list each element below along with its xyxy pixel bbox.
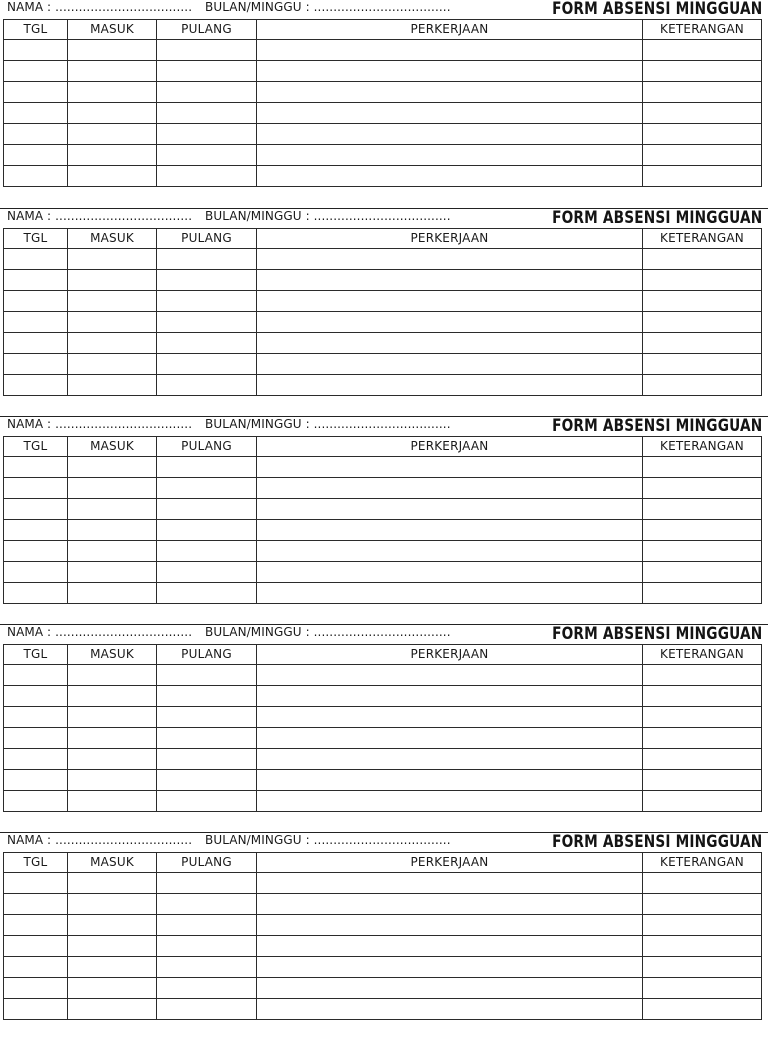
tgl-cell[interactable] [4,791,68,812]
table-row [4,124,762,145]
masuk-cell[interactable] [68,541,157,562]
tgl-cell[interactable] [4,957,68,978]
form-title: FORM ABSENSI MINGGUAN [551,624,762,643]
column-header-masuk: MASUK [68,229,157,249]
tgl-cell[interactable] [4,728,68,749]
keterangan-cell[interactable] [643,665,762,686]
column-header-tgl: TGL [4,20,68,40]
masuk-cell[interactable] [68,999,157,1020]
keterangan-cell[interactable] [643,770,762,791]
masuk-cell[interactable] [68,665,157,686]
table-row [4,312,762,333]
keterangan-cell[interactable] [643,707,762,728]
perkerjaan-cell[interactable] [257,957,643,978]
pulang-cell[interactable] [157,520,257,541]
keterangan-cell[interactable] [643,375,762,396]
attendance-table [3,228,762,396]
pulang-cell[interactable] [157,478,257,499]
keterangan-cell[interactable] [643,457,762,478]
form-title: FORM ABSENSI MINGGUAN [551,0,762,18]
tgl-cell[interactable] [4,333,68,354]
column-header-perkerjaan: PERKERJAAN [257,853,643,873]
tgl-cell[interactable] [4,270,68,291]
masuk-cell[interactable] [68,707,157,728]
form-title: FORM ABSENSI MINGGUAN [551,416,762,435]
keterangan-cell[interactable] [643,749,762,770]
tgl-cell[interactable] [4,40,68,61]
perkerjaan-cell[interactable] [257,375,643,396]
attendance-table [3,436,762,604]
table-row [4,915,762,936]
masuk-cell[interactable] [68,770,157,791]
masuk-cell[interactable] [68,333,157,354]
nama-field-label: NAMA : ................................... [7,0,193,14]
table-row [4,499,762,520]
masuk-cell[interactable] [68,478,157,499]
keterangan-cell[interactable] [643,103,762,124]
table-row [4,333,762,354]
perkerjaan-cell[interactable] [257,873,643,894]
keterangan-cell[interactable] [643,999,762,1020]
table-row [4,728,762,749]
form-header [0,625,768,644]
pulang-cell[interactable] [157,82,257,103]
table-row [4,270,762,291]
perkerjaan-cell[interactable] [257,61,643,82]
pulang-cell[interactable] [157,957,257,978]
column-header-keterangan: KETERANGAN [643,437,762,457]
keterangan-cell[interactable] [643,894,762,915]
table-row [4,583,762,604]
tgl-cell[interactable] [4,145,68,166]
perkerjaan-cell[interactable] [257,354,643,375]
column-header-masuk: MASUK [68,853,157,873]
keterangan-cell[interactable] [643,791,762,812]
table-row [4,82,762,103]
table-row [4,873,762,894]
bulan-minggu-field-label: BULAN/MINGGU : ................................... [205,209,451,223]
form-title: FORM ABSENSI MINGGUAN [551,208,762,227]
keterangan-cell[interactable] [643,957,762,978]
column-header-pulang: PULANG [157,645,257,665]
table-row [4,999,762,1020]
nama-field-label: NAMA : ................................... [7,625,193,639]
tgl-cell[interactable] [4,749,68,770]
pulang-cell[interactable] [157,894,257,915]
pulang-cell[interactable] [157,354,257,375]
pulang-cell[interactable] [157,375,257,396]
table-row [4,520,762,541]
tgl-cell[interactable] [4,103,68,124]
masuk-cell[interactable] [68,249,157,270]
pulang-cell[interactable] [157,270,257,291]
column-header-pulang: PULANG [157,437,257,457]
tgl-cell[interactable] [4,82,68,103]
masuk-cell[interactable] [68,82,157,103]
attendance-table [3,852,762,1020]
perkerjaan-cell[interactable] [257,249,643,270]
column-header-keterangan: KETERANGAN [643,645,762,665]
attendance-form [0,416,768,625]
pulang-cell[interactable] [157,936,257,957]
table-row [4,936,762,957]
masuk-cell[interactable] [68,728,157,749]
pulang-cell[interactable] [157,541,257,562]
table-row [4,354,762,375]
pulang-cell[interactable] [157,770,257,791]
tgl-cell[interactable] [4,915,68,936]
keterangan-cell[interactable] [643,541,762,562]
masuk-cell[interactable] [68,686,157,707]
perkerjaan-cell[interactable] [257,40,643,61]
bulan-minggu-field-label: BULAN/MINGGU : ................................... [205,0,451,14]
column-header-pulang: PULANG [157,20,257,40]
column-header-tgl: TGL [4,229,68,249]
pulang-cell[interactable] [157,562,257,583]
perkerjaan-cell[interactable] [257,583,643,604]
column-header-perkerjaan: PERKERJAAN [257,645,643,665]
bulan-minggu-field-label: BULAN/MINGGU : ................................... [205,833,451,847]
table-row [4,541,762,562]
table-row [4,145,762,166]
table-row [4,40,762,61]
keterangan-cell[interactable] [643,312,762,333]
masuk-cell[interactable] [68,145,157,166]
nama-field-label: NAMA : ................................... [7,417,193,431]
tgl-cell[interactable] [4,707,68,728]
perkerjaan-cell[interactable] [257,82,643,103]
masuk-cell[interactable] [68,894,157,915]
masuk-cell[interactable] [68,749,157,770]
tgl-cell[interactable] [4,562,68,583]
tgl-cell[interactable] [4,478,68,499]
pulang-cell[interactable] [157,249,257,270]
table-row [4,791,762,812]
tgl-cell[interactable] [4,312,68,333]
perkerjaan-cell[interactable] [257,499,643,520]
bulan-minggu-field-label: BULAN/MINGGU : ................................... [205,417,451,431]
tgl-cell[interactable] [4,457,68,478]
perkerjaan-cell[interactable] [257,936,643,957]
pulang-cell[interactable] [157,166,257,187]
table-row [4,562,762,583]
tgl-cell[interactable] [4,770,68,791]
masuk-cell[interactable] [68,562,157,583]
keterangan-cell[interactable] [643,686,762,707]
table-row [4,978,762,999]
masuk-cell[interactable] [68,936,157,957]
perkerjaan-cell[interactable] [257,562,643,583]
attendance-table [3,644,762,812]
pulang-cell[interactable] [157,665,257,686]
masuk-cell[interactable] [68,915,157,936]
table-row [4,166,762,187]
keterangan-cell[interactable] [643,873,762,894]
keterangan-cell[interactable] [643,562,762,583]
perkerjaan-cell[interactable] [257,478,643,499]
perkerjaan-cell[interactable] [257,312,643,333]
tgl-cell[interactable] [4,520,68,541]
masuk-cell[interactable] [68,873,157,894]
keterangan-cell[interactable] [643,40,762,61]
keterangan-cell[interactable] [643,520,762,541]
masuk-cell[interactable] [68,520,157,541]
perkerjaan-cell[interactable] [257,791,643,812]
pulang-cell[interactable] [157,873,257,894]
tgl-cell[interactable] [4,249,68,270]
masuk-cell[interactable] [68,61,157,82]
column-header-perkerjaan: PERKERJAAN [257,229,643,249]
keterangan-cell[interactable] [643,124,762,145]
tgl-cell[interactable] [4,873,68,894]
keterangan-cell[interactable] [643,270,762,291]
form-header [0,833,768,852]
perkerjaan-cell[interactable] [257,520,643,541]
pulang-cell[interactable] [157,791,257,812]
pulang-cell[interactable] [157,333,257,354]
column-header-tgl: TGL [4,645,68,665]
tgl-cell[interactable] [4,686,68,707]
pulang-cell[interactable] [157,728,257,749]
table-row [4,457,762,478]
pulang-cell[interactable] [157,457,257,478]
column-header-tgl: TGL [4,437,68,457]
table-row [4,749,762,770]
table-row [4,478,762,499]
tgl-cell[interactable] [4,61,68,82]
perkerjaan-cell[interactable] [257,770,643,791]
tgl-cell[interactable] [4,665,68,686]
pulang-cell[interactable] [157,707,257,728]
pulang-cell[interactable] [157,61,257,82]
perkerjaan-cell[interactable] [257,749,643,770]
tgl-cell[interactable] [4,999,68,1020]
masuk-cell[interactable] [68,978,157,999]
bulan-minggu-field-label: BULAN/MINGGU : ................................... [205,625,451,639]
keterangan-cell[interactable] [643,978,762,999]
pulang-cell[interactable] [157,124,257,145]
column-header-keterangan: KETERANGAN [643,229,762,249]
pulang-cell[interactable] [157,40,257,61]
masuk-cell[interactable] [68,583,157,604]
keterangan-cell[interactable] [643,936,762,957]
masuk-cell[interactable] [68,499,157,520]
column-header-masuk: MASUK [68,20,157,40]
column-header-pulang: PULANG [157,229,257,249]
column-header-perkerjaan: PERKERJAAN [257,20,643,40]
table-header-row [4,437,762,457]
masuk-cell[interactable] [68,791,157,812]
tgl-cell[interactable] [4,541,68,562]
perkerjaan-cell[interactable] [257,707,643,728]
pulang-cell[interactable] [157,686,257,707]
pulang-cell[interactable] [157,978,257,999]
pulang-cell[interactable] [157,312,257,333]
perkerjaan-cell[interactable] [257,103,643,124]
attendance-form [0,832,768,1041]
masuk-cell[interactable] [68,957,157,978]
table-row [4,957,762,978]
perkerjaan-cell[interactable] [257,999,643,1020]
tgl-cell[interactable] [4,583,68,604]
table-row [4,665,762,686]
form-header [0,209,768,228]
table-row [4,249,762,270]
pulang-cell[interactable] [157,103,257,124]
perkerjaan-cell[interactable] [257,686,643,707]
tgl-cell[interactable] [4,124,68,145]
perkerjaan-cell[interactable] [257,915,643,936]
masuk-cell[interactable] [68,40,157,61]
tgl-cell[interactable] [4,936,68,957]
table-header-row [4,229,762,249]
attendance-form [0,624,768,833]
perkerjaan-cell[interactable] [257,978,643,999]
table-row [4,707,762,728]
pulang-cell[interactable] [157,749,257,770]
perkerjaan-cell[interactable] [257,541,643,562]
keterangan-cell[interactable] [643,291,762,312]
tgl-cell[interactable] [4,978,68,999]
keterangan-cell[interactable] [643,61,762,82]
column-header-tgl: TGL [4,853,68,873]
tgl-cell[interactable] [4,499,68,520]
perkerjaan-cell[interactable] [257,145,643,166]
pulang-cell[interactable] [157,499,257,520]
attendance-form [0,0,768,208]
masuk-cell[interactable] [68,375,157,396]
keterangan-cell[interactable] [643,583,762,604]
keterangan-cell[interactable] [643,82,762,103]
keterangan-cell[interactable] [643,145,762,166]
perkerjaan-cell[interactable] [257,894,643,915]
pulang-cell[interactable] [157,583,257,604]
table-row [4,103,762,124]
form-header [0,417,768,436]
perkerjaan-cell[interactable] [257,124,643,145]
pulang-cell[interactable] [157,291,257,312]
masuk-cell[interactable] [68,457,157,478]
table-row [4,291,762,312]
column-header-keterangan: KETERANGAN [643,853,762,873]
keterangan-cell[interactable] [643,166,762,187]
masuk-cell[interactable] [68,312,157,333]
attendance-form [0,208,768,417]
perkerjaan-cell[interactable] [257,166,643,187]
masuk-cell[interactable] [68,291,157,312]
perkerjaan-cell[interactable] [257,457,643,478]
masuk-cell[interactable] [68,124,157,145]
pulang-cell[interactable] [157,999,257,1020]
masuk-cell[interactable] [68,354,157,375]
nama-field-label: NAMA : ................................... [7,833,193,847]
table-header-row [4,645,762,665]
table-row [4,61,762,82]
keterangan-cell[interactable] [643,333,762,354]
keterangan-cell[interactable] [643,249,762,270]
pulang-cell[interactable] [157,145,257,166]
table-row [4,894,762,915]
table-header-row [4,853,762,873]
perkerjaan-cell[interactable] [257,291,643,312]
perkerjaan-cell[interactable] [257,333,643,354]
table-header-row [4,20,762,40]
keterangan-cell[interactable] [643,354,762,375]
perkerjaan-cell[interactable] [257,270,643,291]
column-header-masuk: MASUK [68,645,157,665]
masuk-cell[interactable] [68,270,157,291]
form-title: FORM ABSENSI MINGGUAN [551,832,762,851]
column-header-keterangan: KETERANGAN [643,20,762,40]
column-header-pulang: PULANG [157,853,257,873]
keterangan-cell[interactable] [643,499,762,520]
keterangan-cell[interactable] [643,728,762,749]
tgl-cell[interactable] [4,894,68,915]
table-row [4,375,762,396]
tgl-cell[interactable] [4,166,68,187]
keterangan-cell[interactable] [643,915,762,936]
attendance-table [3,19,762,187]
tgl-cell[interactable] [4,354,68,375]
perkerjaan-cell[interactable] [257,728,643,749]
form-header [0,0,768,19]
tgl-cell[interactable] [4,291,68,312]
perkerjaan-cell[interactable] [257,665,643,686]
tgl-cell[interactable] [4,375,68,396]
pulang-cell[interactable] [157,915,257,936]
table-row [4,770,762,791]
column-header-perkerjaan: PERKERJAAN [257,437,643,457]
keterangan-cell[interactable] [643,478,762,499]
nama-field-label: NAMA : ................................... [7,209,193,223]
masuk-cell[interactable] [68,103,157,124]
column-header-masuk: MASUK [68,437,157,457]
masuk-cell[interactable] [68,166,157,187]
table-row [4,686,762,707]
